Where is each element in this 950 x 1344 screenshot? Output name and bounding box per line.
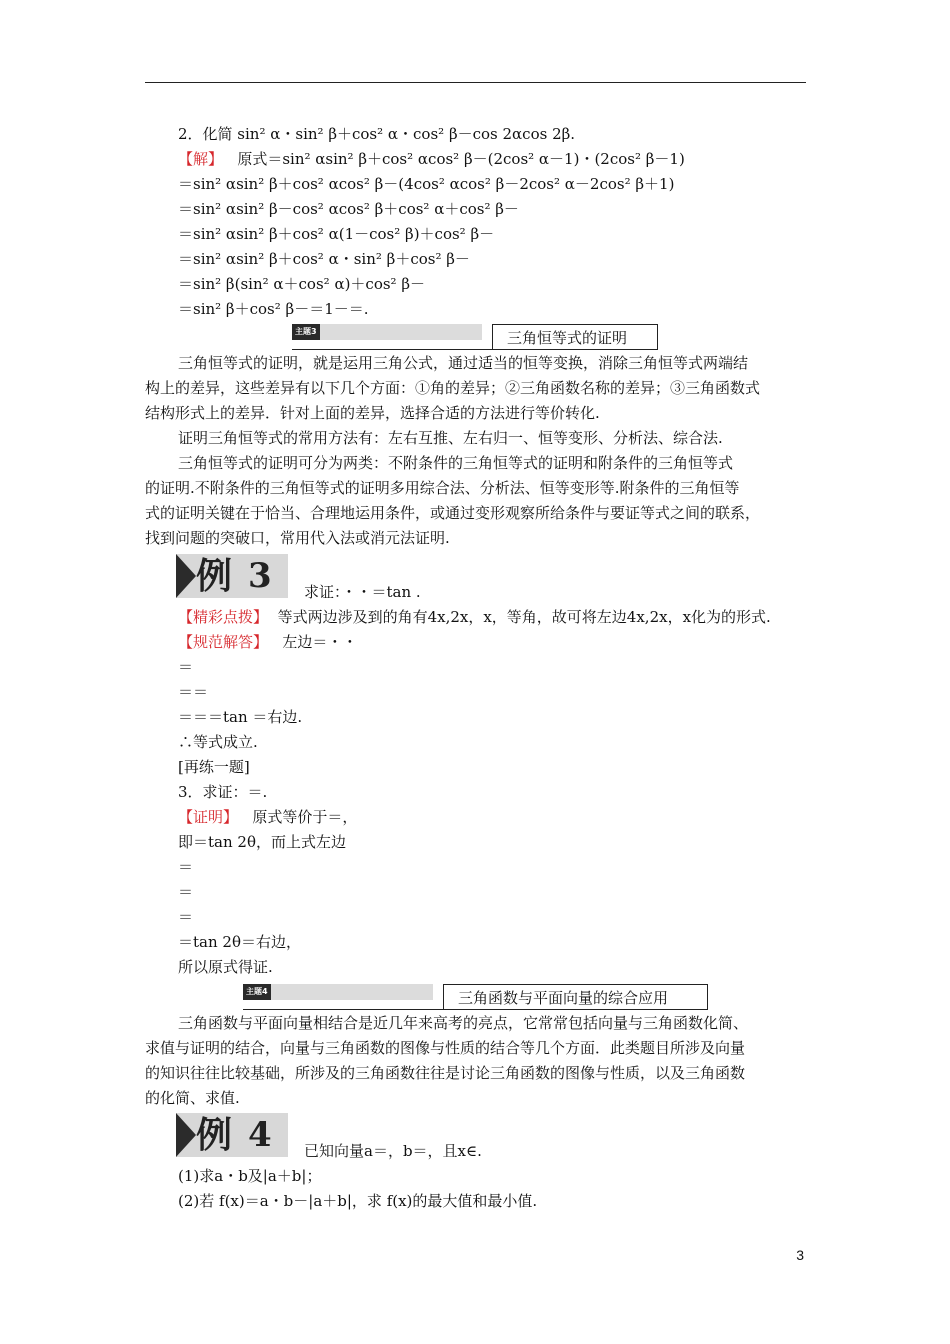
proof-label: 【证明】	[178, 808, 239, 826]
proof-line: 即＝tan 2θ，而上式左边	[178, 833, 346, 851]
paragraph-line: 的知识往往比较基础，所涉及的三角函数往往是讨论三角函数的图像与性质，以及三角函数	[145, 1064, 746, 1082]
example-3-solution-first	[178, 632, 357, 652]
solution-line: ＝sin² αsin² β＋cos² α(1－cos² β)＋cos² β－	[178, 225, 495, 243]
theme-3-heading	[292, 324, 658, 350]
example-4-part-1: (1)求a・b及|a＋b|；	[178, 1167, 322, 1185]
example-3-banner	[176, 554, 288, 598]
theme-title: 三角函数与平面向量的综合应用	[443, 984, 708, 1010]
hint-text: 等式两边涉及到的角有4x,2x，x，等角，故可将左边4x,2x，x化为的形式.	[277, 608, 771, 626]
problem-2-question: 2．化简 sin² α・sin² β＋cos² α・cos² β－cos 2αcos 2β.	[178, 125, 576, 143]
example-word: 例	[196, 555, 233, 597]
theme-tag-bar	[292, 324, 482, 340]
proof-line: ＝	[178, 858, 194, 876]
proof-line: 所以原式得证.	[178, 958, 273, 976]
paragraph-line: 找到问题的突破口，常用代入法或消元法证明.	[145, 529, 450, 547]
example-3-question: 求证：・・＝tan .	[304, 583, 421, 601]
header-rule	[145, 82, 806, 83]
solution-line: ＝sin² β(sin² α＋cos² α)＋cos² β－	[178, 275, 426, 293]
practice-proof-first	[178, 807, 357, 827]
example-word: 例	[196, 1114, 233, 1156]
paragraph-line: 三角恒等式的证明，就是运用三角公式，通过适当的恒等变换，消除三角恒等式两端结	[178, 354, 749, 372]
example-4-part-2: (2)若 f(x)＝a・b－|a＋b|，求 f(x)的最大值和最小值.	[178, 1192, 538, 1210]
theme-underline	[243, 1009, 443, 1010]
theme-tag: 主题3	[292, 324, 320, 340]
paragraph-line: 三角函数与平面向量相结合是近几年来高考的亮点，它常常包括向量与三角函数化简、	[178, 1014, 749, 1032]
example-3-hint	[178, 607, 771, 627]
solution-line: ＝sin² αsin² β＋cos² αcos² β－(4cos² αcos² β－2cos² α－2cos² β＋1)	[178, 175, 675, 193]
page-number: 3	[796, 1247, 804, 1263]
theme-underline	[292, 349, 492, 350]
solution-line: ＝sin² β＋cos² β－＝1－＝.	[178, 300, 369, 318]
solution-label: 【解】	[178, 150, 224, 168]
paragraph-line: 构上的差异，这些差异有以下几个方面：①角的差异；②三角函数名称的差异；③三角函数式	[145, 379, 761, 397]
proof-line: ＝	[178, 883, 194, 901]
hint-label: 【精彩点拨】	[178, 608, 269, 626]
example-number: 4	[248, 1115, 272, 1155]
solution-line: ＝sin² αsin² β＋cos² α・sin² β＋cos² β－	[178, 250, 470, 268]
solution-line: ＝	[178, 658, 194, 676]
practice-title: [再练一题]	[178, 758, 250, 776]
example-4-banner	[176, 1113, 288, 1157]
proof-line: ＝tan 2θ＝右边，	[178, 933, 301, 951]
paragraph-line: 三角恒等式的证明可分为两类：不附条件的三角恒等式的证明和附条件的三角恒等式	[178, 454, 734, 472]
solution-line: ＝＝＝tan ＝右边.	[178, 708, 303, 726]
paragraph-line: 证明三角恒等式的常用方法有：左右互推、左右归一、恒等变形、分析法、综合法.	[178, 429, 723, 447]
paragraph-line: 的化简、求值.	[145, 1089, 240, 1107]
arrow-icon	[176, 554, 196, 598]
proof-line: 原式等价于＝，	[252, 808, 358, 826]
paragraph-line: 结构形式上的差异．针对上面的差异，选择合适的方法进行等价转化.	[145, 404, 600, 422]
paragraph-line: 式的证明关键在于恰当、合理地运用条件，或通过变形观察所给条件与要证等式之间的联系，	[145, 504, 761, 522]
theme-tag: 主题4	[243, 984, 271, 1000]
solution-line: ＝＝	[178, 683, 209, 701]
problem-2-solution-first	[178, 149, 685, 169]
solution-label: 【规范解答】	[178, 633, 269, 651]
proof-line: ＝	[178, 908, 194, 926]
solution-line: ＝sin² αsin² β－cos² αcos² β＋cos² α＋cos² β－	[178, 200, 519, 218]
practice-question: 3．求证：＝.	[178, 783, 268, 801]
example-4-question: 已知向量a＝，b＝，且x∈.	[304, 1142, 482, 1160]
solution-line: 原式＝sin² αsin² β＋cos² αcos² β－(2cos² α－1)・(2cos² β－1)	[237, 150, 685, 168]
theme-title: 三角恒等式的证明	[492, 324, 658, 350]
paragraph-line: 求值与证明的结合，向量与三角函数的图像与性质的结合等几个方面．此类题目所涉及向量	[145, 1039, 746, 1057]
example-number: 3	[248, 556, 272, 596]
theme-4-heading	[243, 984, 708, 1010]
solution-line: ∴等式成立.	[178, 733, 258, 751]
arrow-icon	[176, 1113, 196, 1157]
paragraph-line: 的证明.不附条件的三角恒等式的证明多用综合法、分析法、恒等变形等.附条件的三角恒等	[145, 479, 740, 497]
solution-line: 左边＝・・	[282, 633, 358, 651]
theme-tag-bar	[243, 984, 433, 1000]
